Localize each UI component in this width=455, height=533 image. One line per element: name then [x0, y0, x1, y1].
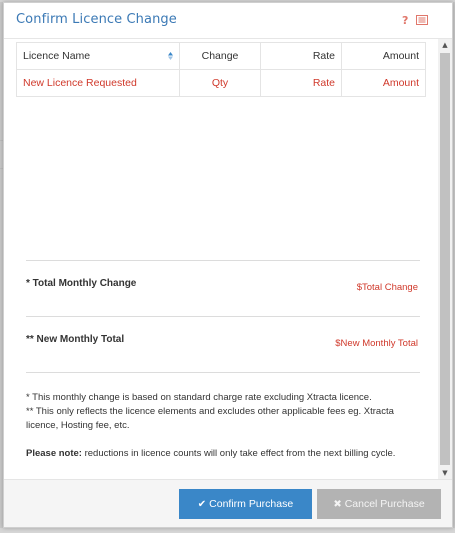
dialog-header: [4, 3, 452, 39]
confirm-licence-dialog: [3, 2, 453, 528]
scrollbar-thumb[interactable]: [440, 53, 450, 465]
cell-amount: Amount: [342, 70, 426, 97]
divider: [26, 260, 420, 261]
column-header-licence-name[interactable]: [17, 43, 180, 70]
note-reductions: [26, 447, 406, 461]
background-strip-bottom: [0, 528, 455, 533]
note-licence-elements: ** This only reflects the licence elements and excludes other applicable fees eg. Xtracta licence, Hosting fee, etc.: [26, 406, 394, 431]
dialog-title: Confirm Licence Change: [16, 12, 177, 27]
dialog-body: [4, 39, 438, 479]
check-icon: ✔: [197, 498, 207, 510]
new-monthly-total-label: ** New Monthly Total: [26, 334, 125, 345]
please-note-label: Please note:: [26, 448, 82, 459]
column-header-amount[interactable]: Amount: [342, 43, 426, 70]
column-header-label: Licence Name: [23, 50, 91, 62]
divider: [26, 372, 420, 373]
note-monthly-change: * This monthly change is based on standard charge rate excluding Xtracta licence.: [26, 392, 372, 403]
cancel-purchase-label: Cancel Purchase: [344, 498, 425, 510]
table-row: [17, 70, 426, 97]
confirm-purchase-button[interactable]: [179, 489, 312, 519]
cancel-purchase-button[interactable]: [317, 489, 441, 519]
dialog-footer: [4, 479, 452, 527]
please-note-text: reductions in licence counts will only take effect from the next billing cycle.: [81, 448, 396, 459]
dialog-scrollbar[interactable]: [438, 39, 452, 479]
licence-table: [16, 42, 426, 97]
cell-change: Qty: [180, 70, 261, 97]
divider: [26, 316, 420, 317]
cell-licence-name: New Licence Requested: [17, 70, 180, 97]
total-monthly-change-label: * Total Monthly Change: [26, 278, 137, 289]
total-monthly-change-value: $Total Change: [356, 282, 418, 293]
sort-icon[interactable]: [168, 52, 173, 60]
table-header-row: [17, 43, 426, 70]
scroll-down-arrow-icon[interactable]: ▼: [442, 469, 448, 477]
help-icon[interactable]: ?: [402, 14, 409, 27]
column-header-change[interactable]: Change: [180, 43, 261, 70]
scroll-up-arrow-icon[interactable]: ▲: [442, 41, 448, 49]
notes-section: [26, 391, 406, 461]
notes-spacer: [26, 433, 406, 447]
close-icon: ✖: [333, 498, 342, 510]
list-icon[interactable]: [416, 15, 428, 25]
confirm-purchase-label: Confirm Purchase: [209, 498, 294, 510]
cell-rate: Rate: [261, 70, 342, 97]
new-monthly-total-value: $New Monthly Total: [335, 338, 418, 349]
column-header-rate[interactable]: Rate: [261, 43, 342, 70]
